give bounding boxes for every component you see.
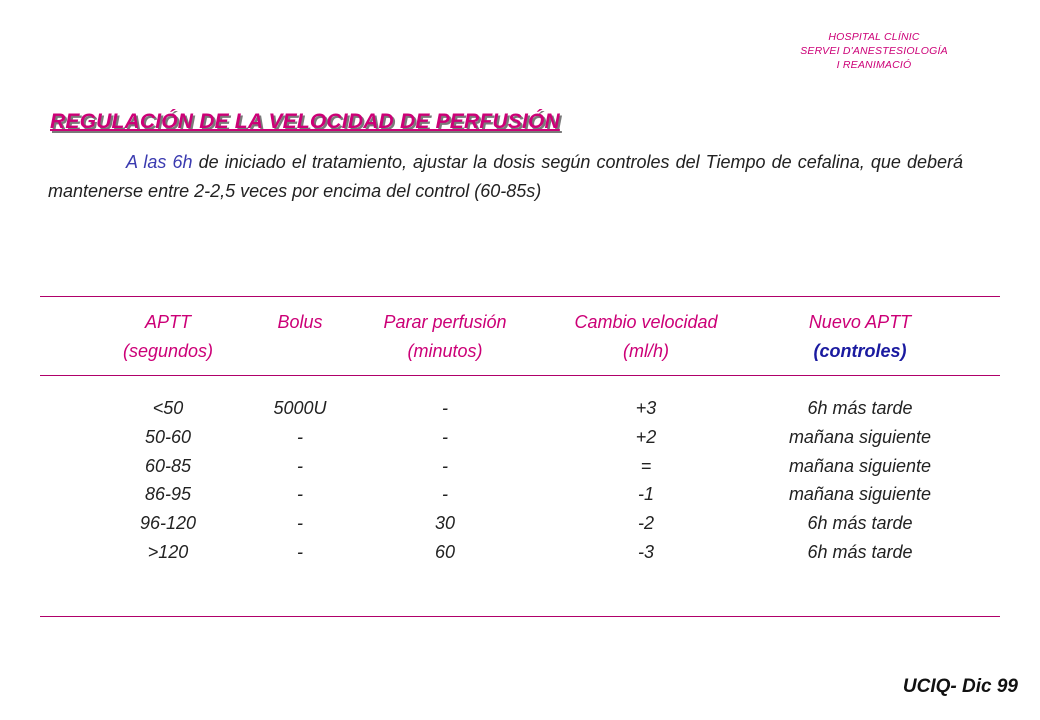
cell-parar-2: - bbox=[442, 455, 448, 476]
cell-bolus-2: - bbox=[297, 455, 303, 476]
header-parar-line1: Parar perfusión bbox=[383, 312, 507, 332]
cell-aptt-3: 86-95 bbox=[144, 484, 192, 505]
column-bolus bbox=[250, 394, 350, 567]
header-cambio-line1: Cambio velocidad bbox=[574, 312, 718, 332]
header-aptt-line1: APTT bbox=[144, 312, 191, 332]
table-header-rule bbox=[40, 375, 1000, 376]
cell-cambio-1: +2 bbox=[635, 426, 657, 447]
cell-aptt-1: 50-60 bbox=[144, 426, 192, 447]
header-parar-line2: (minutos) bbox=[407, 341, 483, 361]
cell-nuevo-5: 6h más tarde bbox=[807, 541, 913, 562]
header-nuevo-line2: (controles) bbox=[813, 341, 907, 361]
header-parar-perfusion bbox=[355, 308, 535, 366]
cell-bolus-3: - bbox=[297, 484, 303, 505]
cell-parar-4: 30 bbox=[434, 513, 456, 534]
header-aptt-line2: (segundos) bbox=[122, 341, 214, 361]
header-cambio-line2: (ml/h) bbox=[623, 341, 669, 361]
cell-aptt-0: <50 bbox=[152, 398, 184, 418]
cell-bolus-1: - bbox=[297, 426, 303, 447]
cell-cambio-2: = bbox=[640, 455, 652, 476]
header-bolus-line1: Bolus bbox=[277, 312, 323, 332]
cell-nuevo-3: mañana siguiente bbox=[788, 484, 932, 505]
table-bottom-rule bbox=[40, 616, 1000, 617]
page-title: REGULACIÓN DE LA VELOCIDAD DE PERFUSIÓN bbox=[50, 110, 560, 133]
intro-accent: A las 6h bbox=[126, 152, 193, 172]
cell-nuevo-2: mañana siguiente bbox=[788, 455, 932, 476]
cell-bolus-5: - bbox=[297, 541, 303, 562]
column-nuevo-aptt bbox=[750, 394, 970, 567]
cell-cambio-3: -1 bbox=[637, 484, 654, 505]
cell-nuevo-4: 6h más tarde bbox=[807, 513, 913, 534]
header-nuevo-aptt bbox=[750, 308, 970, 366]
header-line-2: SERVEI D'ANESTESIOLOGÍA bbox=[800, 45, 948, 57]
header-aptt bbox=[78, 308, 258, 366]
cell-cambio-4: -2 bbox=[637, 513, 654, 534]
column-cambio-velocidad bbox=[546, 394, 746, 567]
table-top-rule bbox=[40, 296, 1000, 297]
header-line-3: I REANIMACIÓ bbox=[836, 59, 912, 71]
hospital-header bbox=[764, 30, 984, 72]
cell-aptt-5: >120 bbox=[147, 541, 189, 562]
footer-label: UCIQ- Dic 99 bbox=[902, 676, 1018, 697]
cell-aptt-2: 60-85 bbox=[144, 455, 192, 476]
intro-paragraph bbox=[48, 148, 963, 206]
cell-cambio-0: +3 bbox=[635, 398, 657, 418]
column-parar-perfusion bbox=[355, 394, 535, 567]
cell-parar-0: - bbox=[442, 398, 448, 418]
header-line-1: HOSPITAL CLÍNIC bbox=[828, 31, 920, 43]
cell-cambio-5: -3 bbox=[637, 541, 654, 562]
column-aptt bbox=[78, 394, 258, 567]
cell-parar-5: 60 bbox=[434, 541, 456, 562]
cell-bolus-0: 5000U bbox=[273, 398, 327, 418]
header-nuevo-line1: Nuevo APTT bbox=[808, 312, 912, 332]
cell-nuevo-1: mañana siguiente bbox=[788, 426, 932, 447]
cell-parar-1: - bbox=[442, 426, 448, 447]
header-bolus bbox=[250, 308, 350, 337]
cell-aptt-4: 96-120 bbox=[139, 513, 197, 534]
cell-bolus-4: - bbox=[297, 513, 303, 534]
cell-parar-3: - bbox=[442, 484, 448, 505]
cell-nuevo-0: 6h más tarde bbox=[807, 398, 913, 418]
header-cambio-velocidad bbox=[546, 308, 746, 366]
intro-text: de iniciado el tratamiento, ajustar la dosis según controles del Tiempo de cefalina, que deberá mantenerse entre 2-2,5 veces por encima del control (60-85s) bbox=[48, 152, 963, 201]
